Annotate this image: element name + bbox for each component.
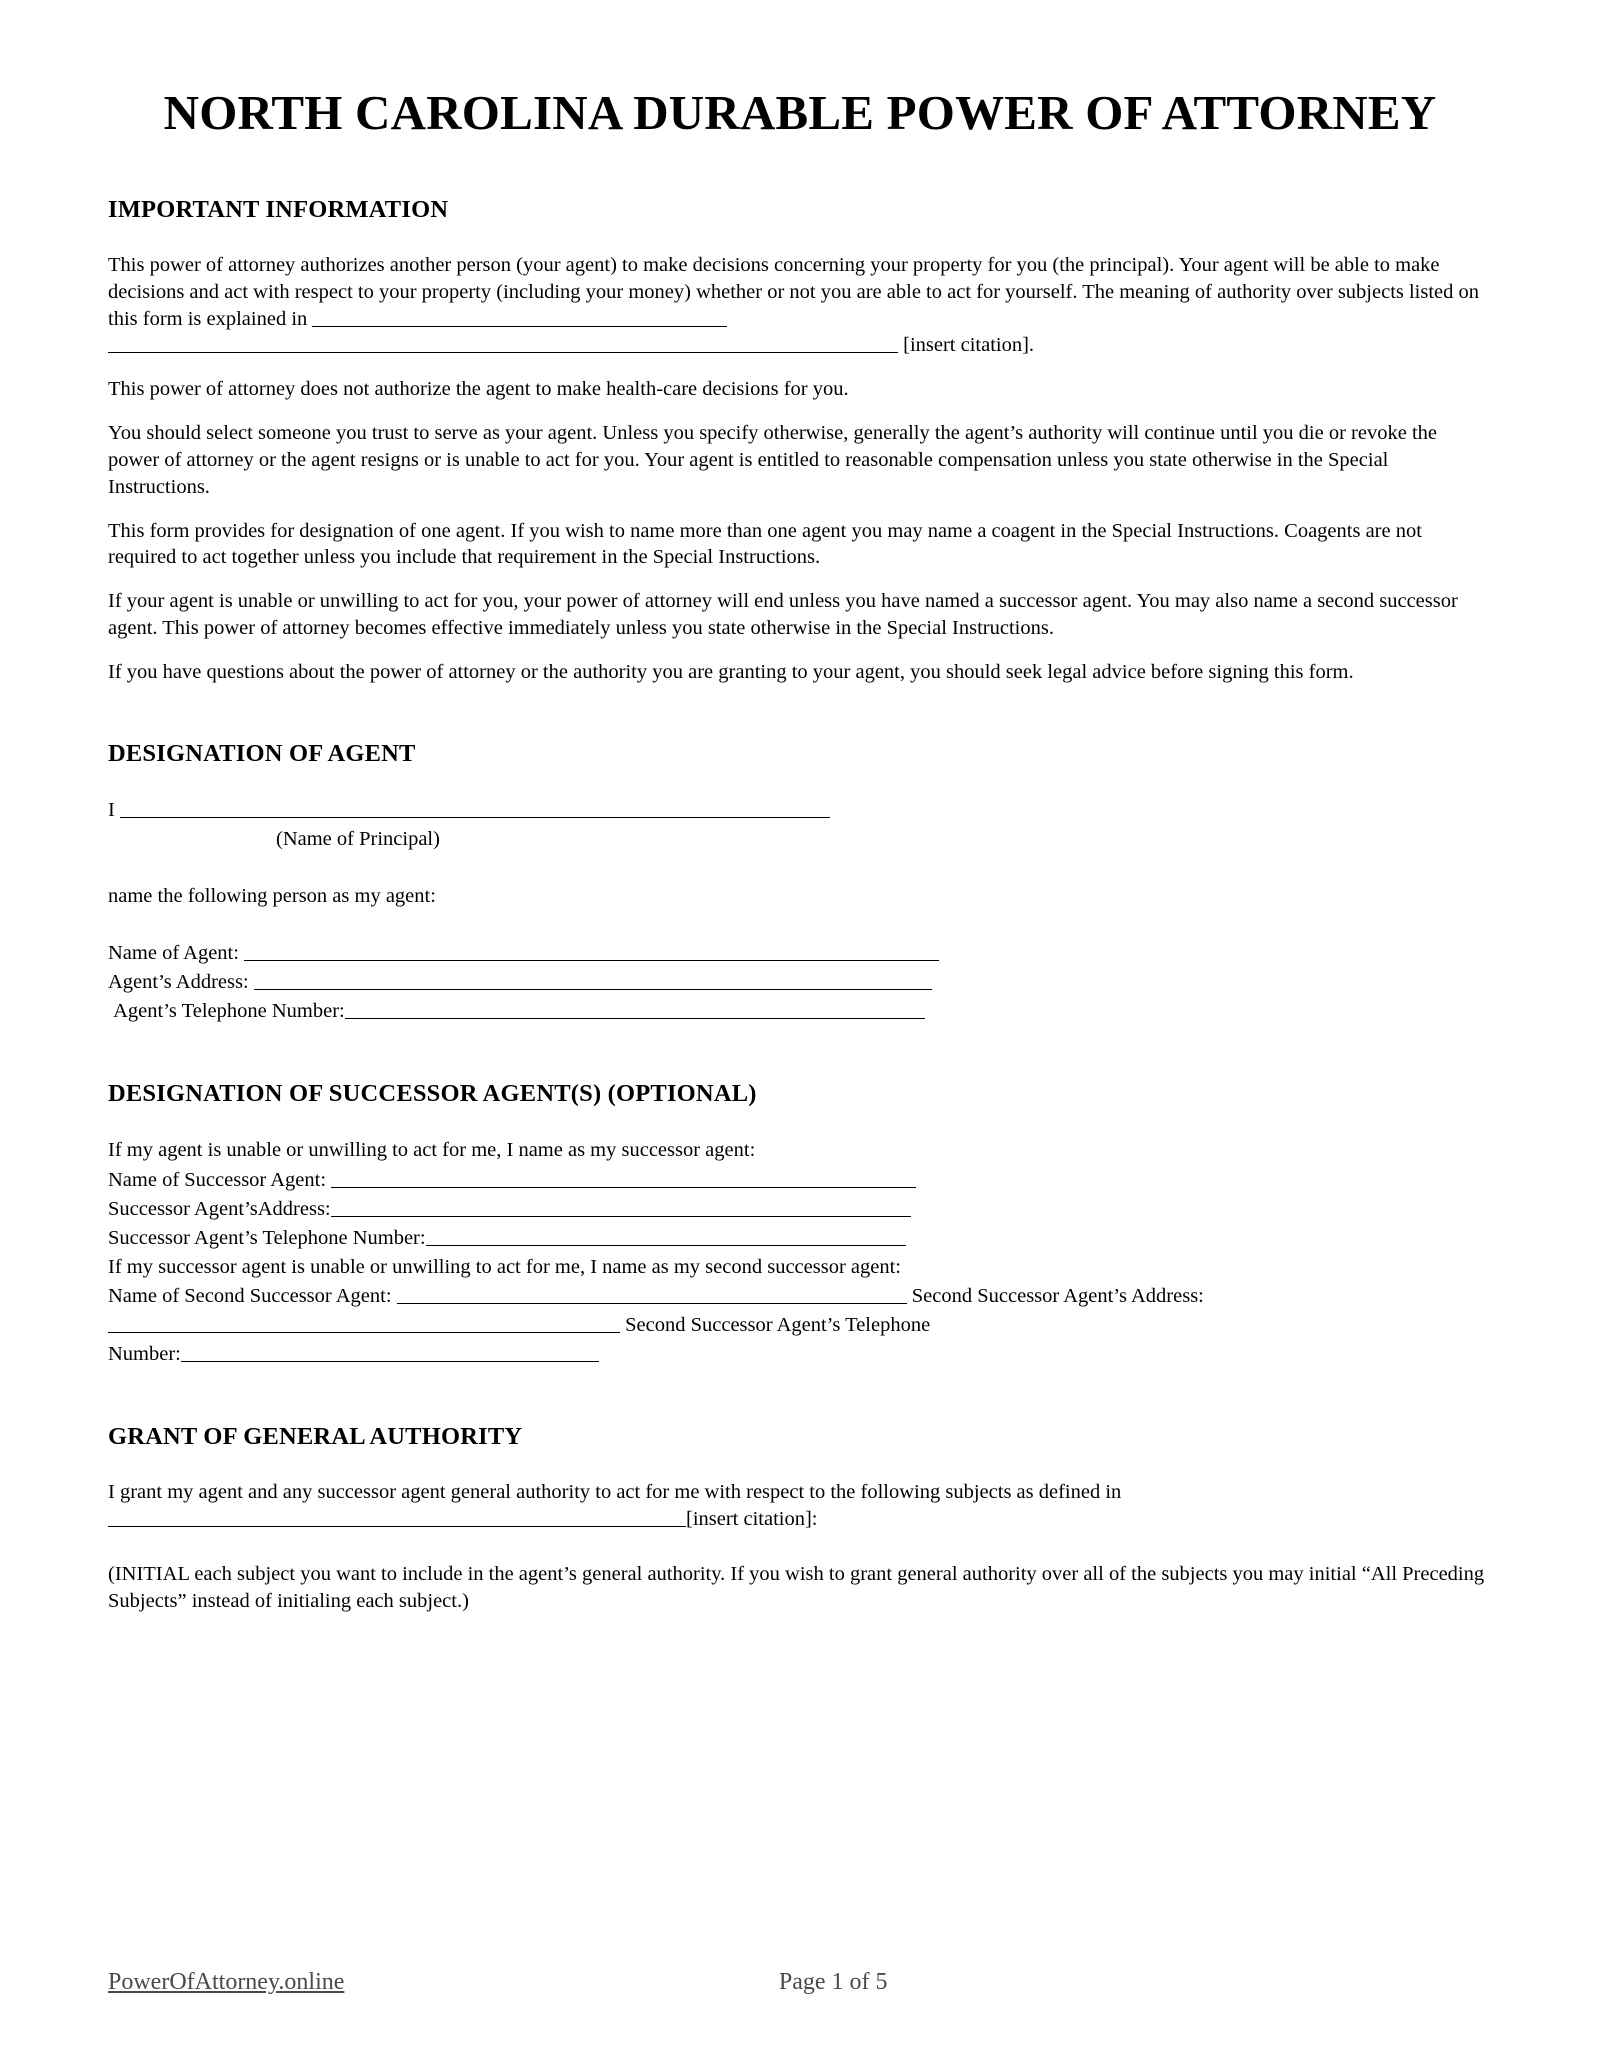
successor-name-row — [108, 1166, 1492, 1195]
grant-citation-field[interactable] — [108, 1507, 686, 1527]
name-following-line: name the following person as my agent: — [108, 885, 436, 907]
principal-name-row — [108, 796, 1492, 825]
successor-name-label: Name of Successor Agent: — [108, 1168, 327, 1191]
principal-name-caption-row — [108, 825, 1492, 854]
successor-phone-label: Successor Agent’s Telephone Number: — [108, 1226, 426, 1249]
successor-intro: If my agent is unable or unwilling to act for me, I name as my successor agent: — [108, 1139, 756, 1162]
spacer — [108, 768, 1492, 796]
grant-authority-paragraph-2: (INITIAL each subject you want to include in the agent’s general authority. If you wish to grant general authority over all of the subjects you may initial “All Preceding Subjects” instead of initialing each subject.) — [108, 1563, 1485, 1612]
footer-site-link[interactable]: PowerOfAttorney.online — [108, 1969, 345, 1995]
section-heading-grant-of-general-authority: GRANT OF GENERAL AUTHORITY — [108, 1423, 523, 1451]
important-info-paragraph-2: This power of attorney does not authorize the agent to make health-care decisions for you. — [108, 378, 849, 401]
spacer — [108, 224, 1492, 252]
section-heading-designation-of-successor: DESIGNATION OF SUCCESSOR AGENT(S) (OPTIONAL) — [108, 1080, 757, 1108]
spacer — [108, 642, 1492, 659]
important-info-paragraph-1-text: This power of attorney authorizes another person (your agent) to make decisions concerning your property for you (the principal). Your agent will be able to make decisions and act with respect to your property (including your money) whether or not you are able to act for yourself. The meaning of authority over subjects listed on this form is explained in — [108, 253, 1480, 330]
grant-authority-paragraph-1 — [108, 1479, 1492, 1533]
footer-page-number: Page 1 of 5 — [778, 1969, 888, 1995]
spacer — [108, 1108, 1492, 1136]
page-title: NORTH CAROLINA DURABLE POWER OF ATTORNEY — [163, 85, 1437, 140]
agent-name-row — [108, 939, 1492, 968]
grant-insert-citation-label: [insert citation]: — [686, 1508, 818, 1531]
spacer — [108, 403, 1492, 420]
successor-address-label: Successor Agent’sAddress: — [108, 1197, 331, 1220]
principal-i-label: I — [108, 798, 115, 821]
spacer — [108, 359, 1492, 376]
section-heading-important-information: IMPORTANT INFORMATION — [108, 195, 449, 223]
spacer — [108, 1533, 1492, 1561]
agent-telephone-label: Agent’s Telephone Number: — [113, 1000, 345, 1023]
successor-phone-field[interactable] — [426, 1226, 906, 1246]
agent-name-field[interactable] — [244, 941, 939, 961]
successor-address-field[interactable] — [331, 1197, 911, 1217]
spacer — [108, 1026, 1492, 1080]
second-successor-number-field[interactable] — [181, 1342, 599, 1362]
agent-address-label: Agent’s Address: — [108, 971, 249, 994]
second-successor-address-field[interactable] — [108, 1313, 620, 1333]
successor-phone-row — [108, 1224, 1492, 1253]
successor-name-field[interactable] — [331, 1168, 916, 1188]
second-successor-block — [108, 1282, 1492, 1369]
important-info-paragraph-5: If your agent is unable or unwilling to act for you, your power of attorney will end unless you have named a successor agent. You may also name a second successor agent. This power of attorney becomes effective immediately unless you state otherwise in the Special Instructions. — [108, 590, 1458, 640]
important-info-paragraph-3: You should select someone you trust to serve as your agent. Unless you specify otherwise, generally the agent’s authority will continue until you die or revoke the power of attorney or the agent resigns or is unable to act for you. Your agent is entitled to reasonable compensation unless you state otherwise in the Special Instructions. — [108, 422, 1437, 498]
spacer — [108, 911, 1492, 939]
agent-name-label: Name of Agent: — [108, 942, 239, 965]
second-successor-address-label: Second Successor Agent’s Address: — [911, 1284, 1204, 1307]
citation-blank-line-1[interactable] — [312, 307, 727, 327]
agent-address-row — [108, 968, 1492, 997]
page-footer — [108, 1969, 1492, 1996]
second-successor-intro: If my successor agent is unable or unwilling to act for me, I name as my second successor agent: — [108, 1255, 902, 1278]
agent-address-field[interactable] — [254, 970, 932, 990]
spacer — [108, 686, 1492, 740]
name-of-principal-caption: (Name of Principal) — [276, 827, 440, 850]
second-successor-phone-label: Second Successor Agent’s Telephone — [625, 1314, 931, 1337]
successor-address-row — [108, 1195, 1492, 1224]
second-successor-number-label: Number: — [108, 1343, 181, 1366]
spacer — [108, 1451, 1492, 1479]
spacer — [108, 501, 1492, 518]
second-successor-name-field[interactable] — [397, 1284, 907, 1304]
second-successor-name-label: Name of Second Successor Agent: — [108, 1284, 392, 1307]
grant-authority-paragraph-1-text: I grant my agent and any successor agent general authority to act for me with respect to the following subjects as defined in — [108, 1481, 1122, 1504]
important-info-paragraph-4: This form provides for designation of one agent. If you wish to name more than one agent you may name a coagent in the Special Instructions. Coagents are not required to act together unless you include that requirement in the Special Instructions. — [108, 519, 1422, 569]
agent-telephone-field[interactable] — [345, 999, 925, 1019]
insert-citation-label: [insert citation]. — [903, 334, 1035, 357]
spacer — [108, 571, 1492, 588]
citation-blank-line-2[interactable] — [108, 333, 898, 353]
principal-name-field[interactable] — [120, 798, 830, 818]
important-info-paragraph-1 — [108, 252, 1492, 359]
spacer — [108, 142, 1492, 196]
spacer — [108, 854, 1492, 882]
important-info-paragraph-6: If you have questions about the power of attorney or the authority you are granting to your agent, you should seek legal advice before signing this form. — [108, 660, 1354, 683]
agent-telephone-row — [108, 997, 1492, 1026]
section-heading-designation-of-agent: DESIGNATION OF AGENT — [108, 739, 416, 767]
spacer — [108, 1369, 1492, 1423]
